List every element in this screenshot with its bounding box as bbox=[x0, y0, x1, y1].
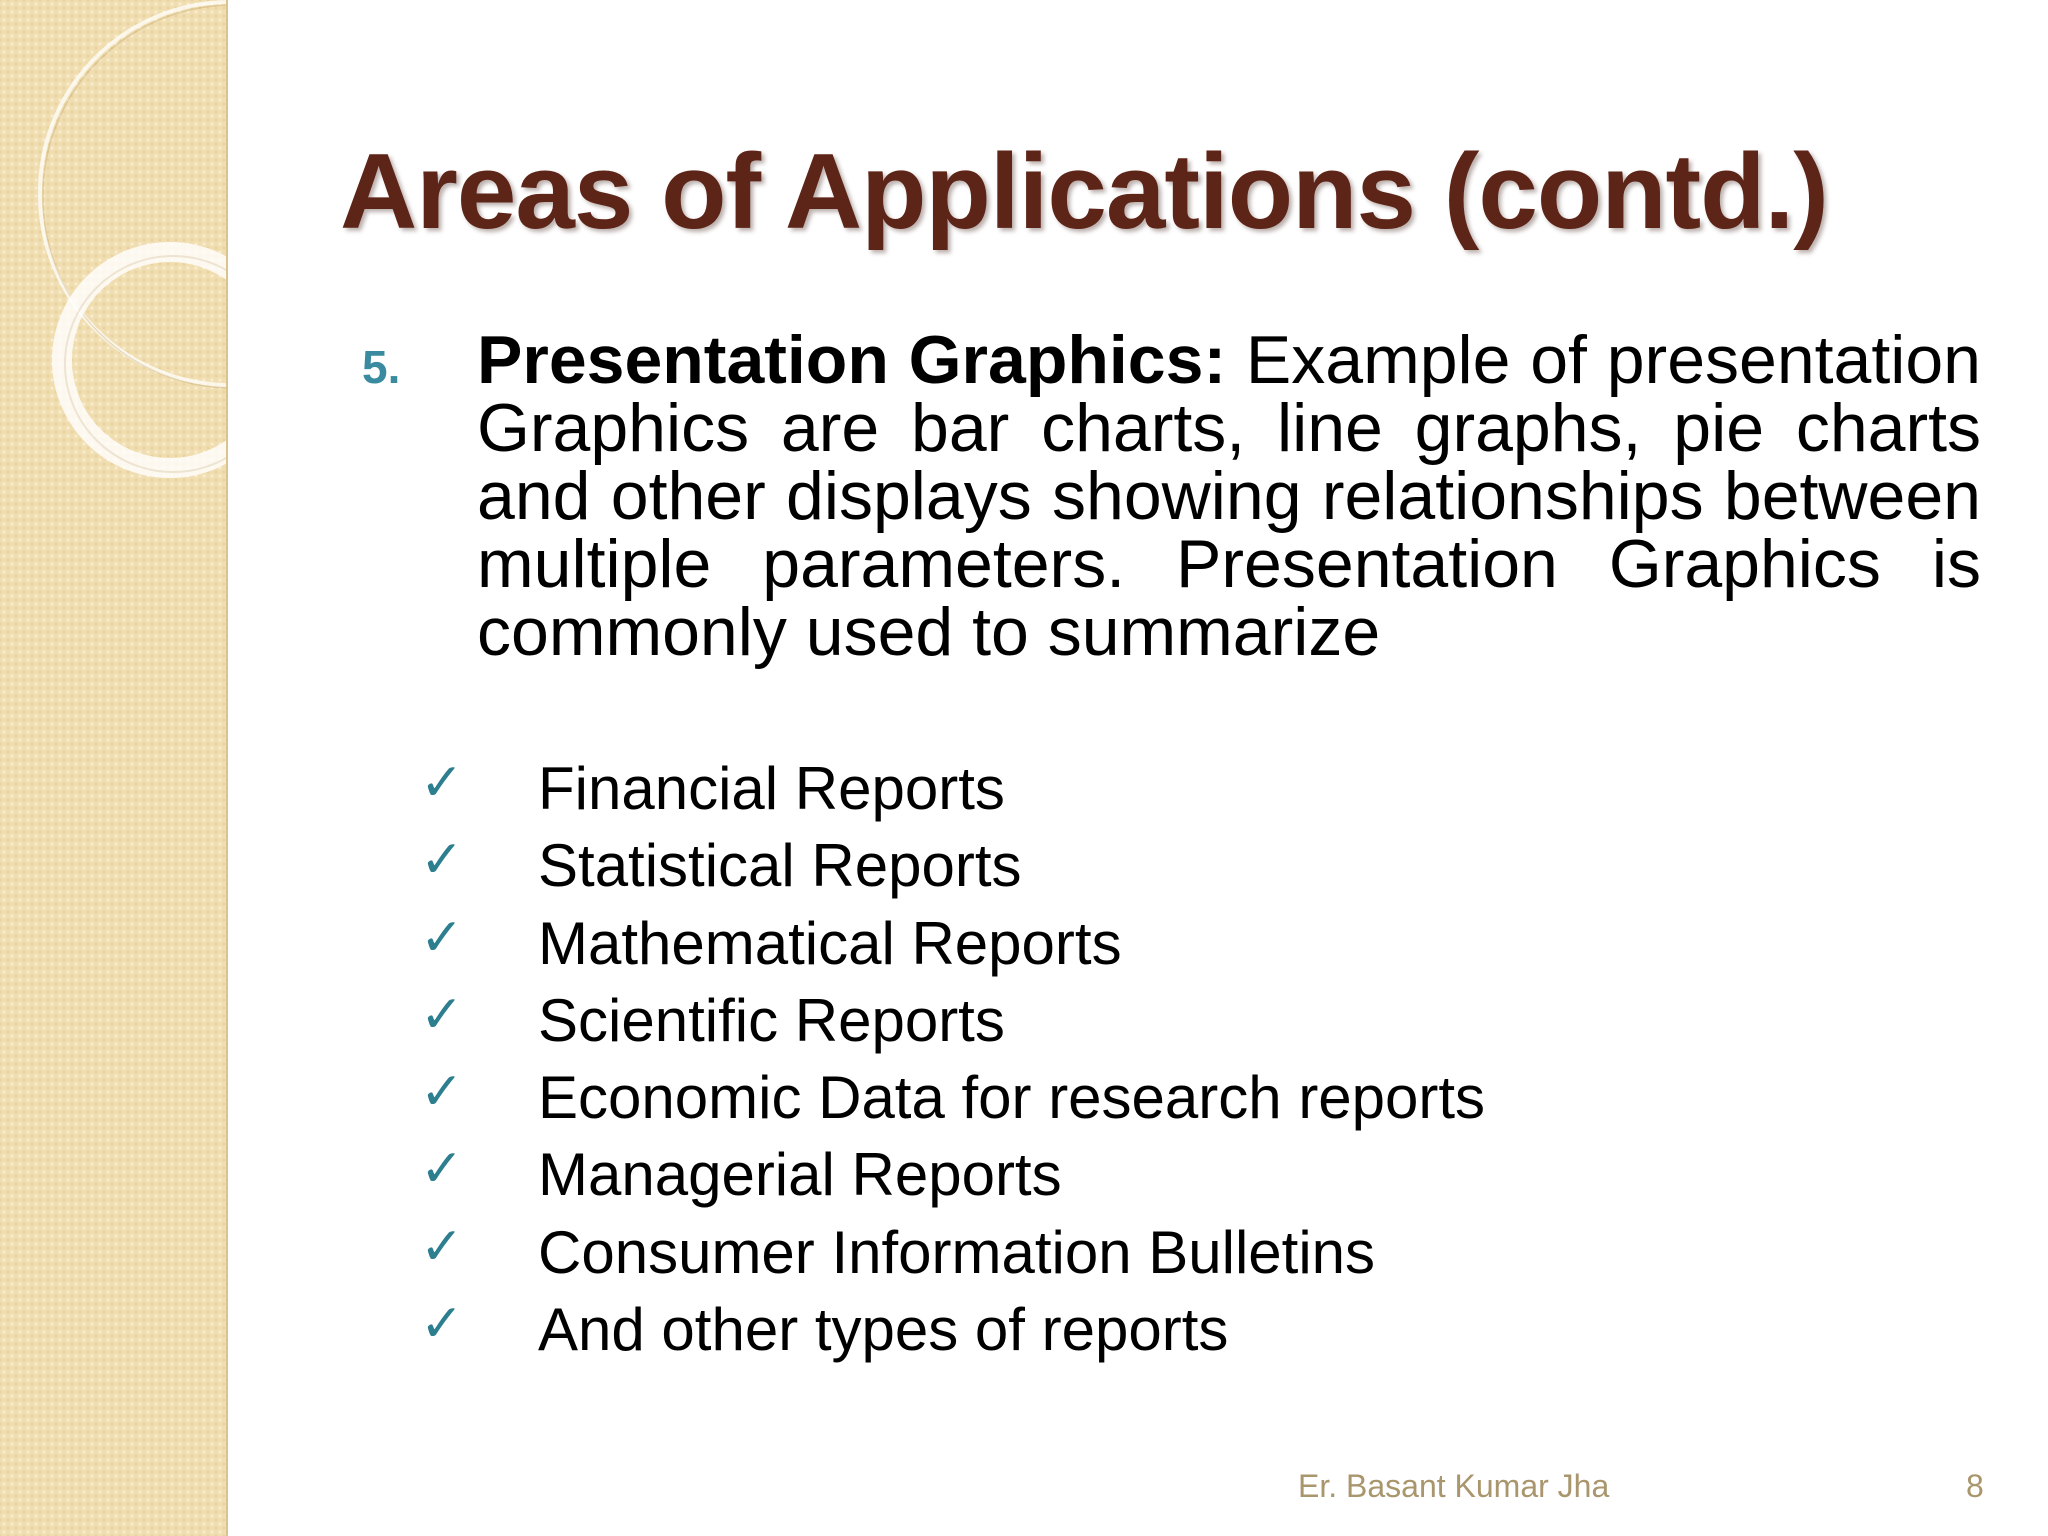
report-label: Statistical Reports bbox=[538, 832, 1022, 900]
decorative-rings bbox=[0, 0, 226, 1536]
checkmark-icon: ✓ bbox=[420, 907, 464, 968]
footer-author: Er. Basant Kumar Jha bbox=[1298, 1468, 1610, 1504]
checkmark-icon: ✓ bbox=[420, 1139, 464, 1200]
checkmark-icon: ✓ bbox=[420, 1294, 464, 1355]
checkmark-icon: ✓ bbox=[420, 753, 464, 813]
report-label: Financial Reports bbox=[538, 755, 1005, 822]
checkmark-icon: ✓ bbox=[420, 1216, 464, 1277]
page-number: 8 bbox=[1966, 1468, 1984, 1504]
decorative-side-panel bbox=[0, 0, 228, 1536]
slide-title: Areas of Applications (contd.) bbox=[340, 131, 1828, 251]
term-heading: Presentation Graphics: bbox=[477, 322, 1227, 398]
report-label: Managerial Reports bbox=[538, 1141, 1062, 1209]
checkmark-icon: ✓ bbox=[420, 830, 464, 891]
term-description: Example of presentation Graphics are bar charts, line graphs, pie charts and other displays showing relationships between multiple parameters. Presentation Graphics is commonly used to summarize bbox=[477, 322, 1981, 670]
checkmark-icon: ✓ bbox=[420, 1062, 464, 1123]
presentation-graphics-paragraph bbox=[477, 322, 1981, 670]
checkmark-icon: ✓ bbox=[420, 984, 464, 1045]
report-label: Consumer Information Bulletins bbox=[538, 1218, 1376, 1286]
item-number: 5. bbox=[362, 341, 401, 393]
report-label: Economic Data for research reports bbox=[538, 1064, 1486, 1132]
report-label: And other types of reports bbox=[538, 1296, 1229, 1364]
report-label: Scientific Reports bbox=[538, 986, 1005, 1054]
report-label: Mathematical Reports bbox=[538, 909, 1122, 977]
